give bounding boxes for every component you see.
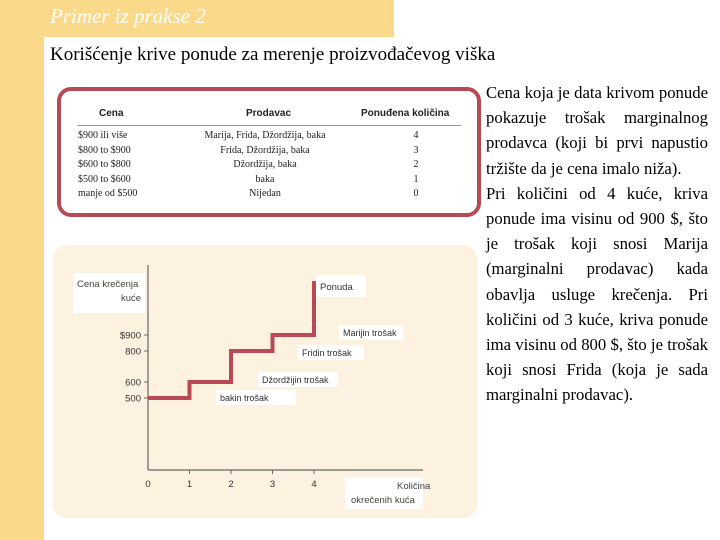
supply-label: Ponuda bbox=[320, 282, 353, 293]
cost-label: Marijin trošak bbox=[343, 328, 397, 338]
y-tick-label: 800 bbox=[125, 346, 141, 358]
x-axis-label: Količina bbox=[397, 481, 431, 492]
quantity-column bbox=[401, 129, 431, 202]
seller-column bbox=[195, 129, 335, 202]
seller-cell: Nijedan bbox=[249, 188, 281, 199]
price-cell: $600 to $800 bbox=[78, 159, 131, 170]
seller-cell: Frida, Džordžija, baka bbox=[220, 144, 310, 156]
header-quantity: Ponuđena količina bbox=[361, 108, 450, 119]
x-axis-label-cont: okrečenih kuća bbox=[351, 495, 415, 506]
price-column bbox=[78, 129, 137, 202]
y-tick-label: 500 bbox=[125, 393, 141, 405]
x-tick-label: 1 bbox=[186, 479, 193, 490]
seller-cell: Marija, Frida, Džordžija, baka bbox=[204, 130, 326, 141]
supply-curve-chart bbox=[53, 245, 477, 518]
qty-cell: 3 bbox=[413, 144, 419, 156]
slide-subtitle: Korišćenje krive ponude za merenje proizvođačevog viška bbox=[50, 44, 496, 65]
supply-schedule-table bbox=[57, 87, 481, 217]
price-cell: $800 to $900 bbox=[78, 144, 131, 156]
x-tick-label: 2 bbox=[228, 479, 234, 490]
cost-label: Džordžijin trošak bbox=[262, 375, 329, 385]
supply-curve-svg bbox=[53, 245, 477, 518]
qty-cell: 1 bbox=[413, 173, 419, 185]
x-tick-label: 3 bbox=[269, 479, 276, 490]
qty-cell: 4 bbox=[413, 130, 419, 141]
price-cell: $500 to $600 bbox=[78, 173, 131, 185]
x-tick-label: 0 bbox=[145, 479, 151, 490]
y-axis-label: Cena krečenja bbox=[77, 279, 139, 290]
qty-cell: 2 bbox=[413, 159, 419, 170]
left-accent-bar bbox=[0, 0, 44, 540]
header-divider bbox=[77, 125, 461, 126]
cost-label: Fridin trošak bbox=[302, 348, 352, 358]
seller-cell: baka bbox=[255, 173, 275, 185]
cost-label: bakin trošak bbox=[220, 393, 269, 403]
qty-cell: 0 bbox=[413, 188, 419, 199]
x-tick-label: 4 bbox=[311, 479, 317, 490]
header-price: Cena bbox=[99, 108, 124, 119]
seller-cell: Džordžija, baka bbox=[233, 159, 297, 170]
header-seller: Prodavac bbox=[246, 108, 292, 119]
paragraph-2: Pri količini od 4 kuće, kriva ponude ima visinu od 900 $, što je trošak koji snosi Marija (marginalni prodavac) kada obavlja usluge krečenja. Pri količini od 3 kuće, kriva ponude ima visinu od 800 $, što je trošak koji snosi Frida (koja je sada marginalni prodavac). bbox=[486, 183, 708, 405]
slide-title: Primer iz prakse 2 bbox=[50, 4, 206, 28]
y-tick-label: 600 bbox=[125, 377, 141, 389]
price-cell: $900 ili više bbox=[78, 130, 128, 141]
price-cell: manje od $500 bbox=[78, 188, 138, 199]
explanation-text bbox=[486, 80, 708, 408]
y-tick-label: $900 bbox=[119, 330, 141, 342]
paragraph-1: Cena koja je data krivom ponude pokazuje trošak marginalnog prodavca (koji bi prvi napustio tržište da je cena imalo niža). bbox=[486, 83, 708, 178]
y-axis-label-cont: kuće bbox=[121, 293, 142, 304]
